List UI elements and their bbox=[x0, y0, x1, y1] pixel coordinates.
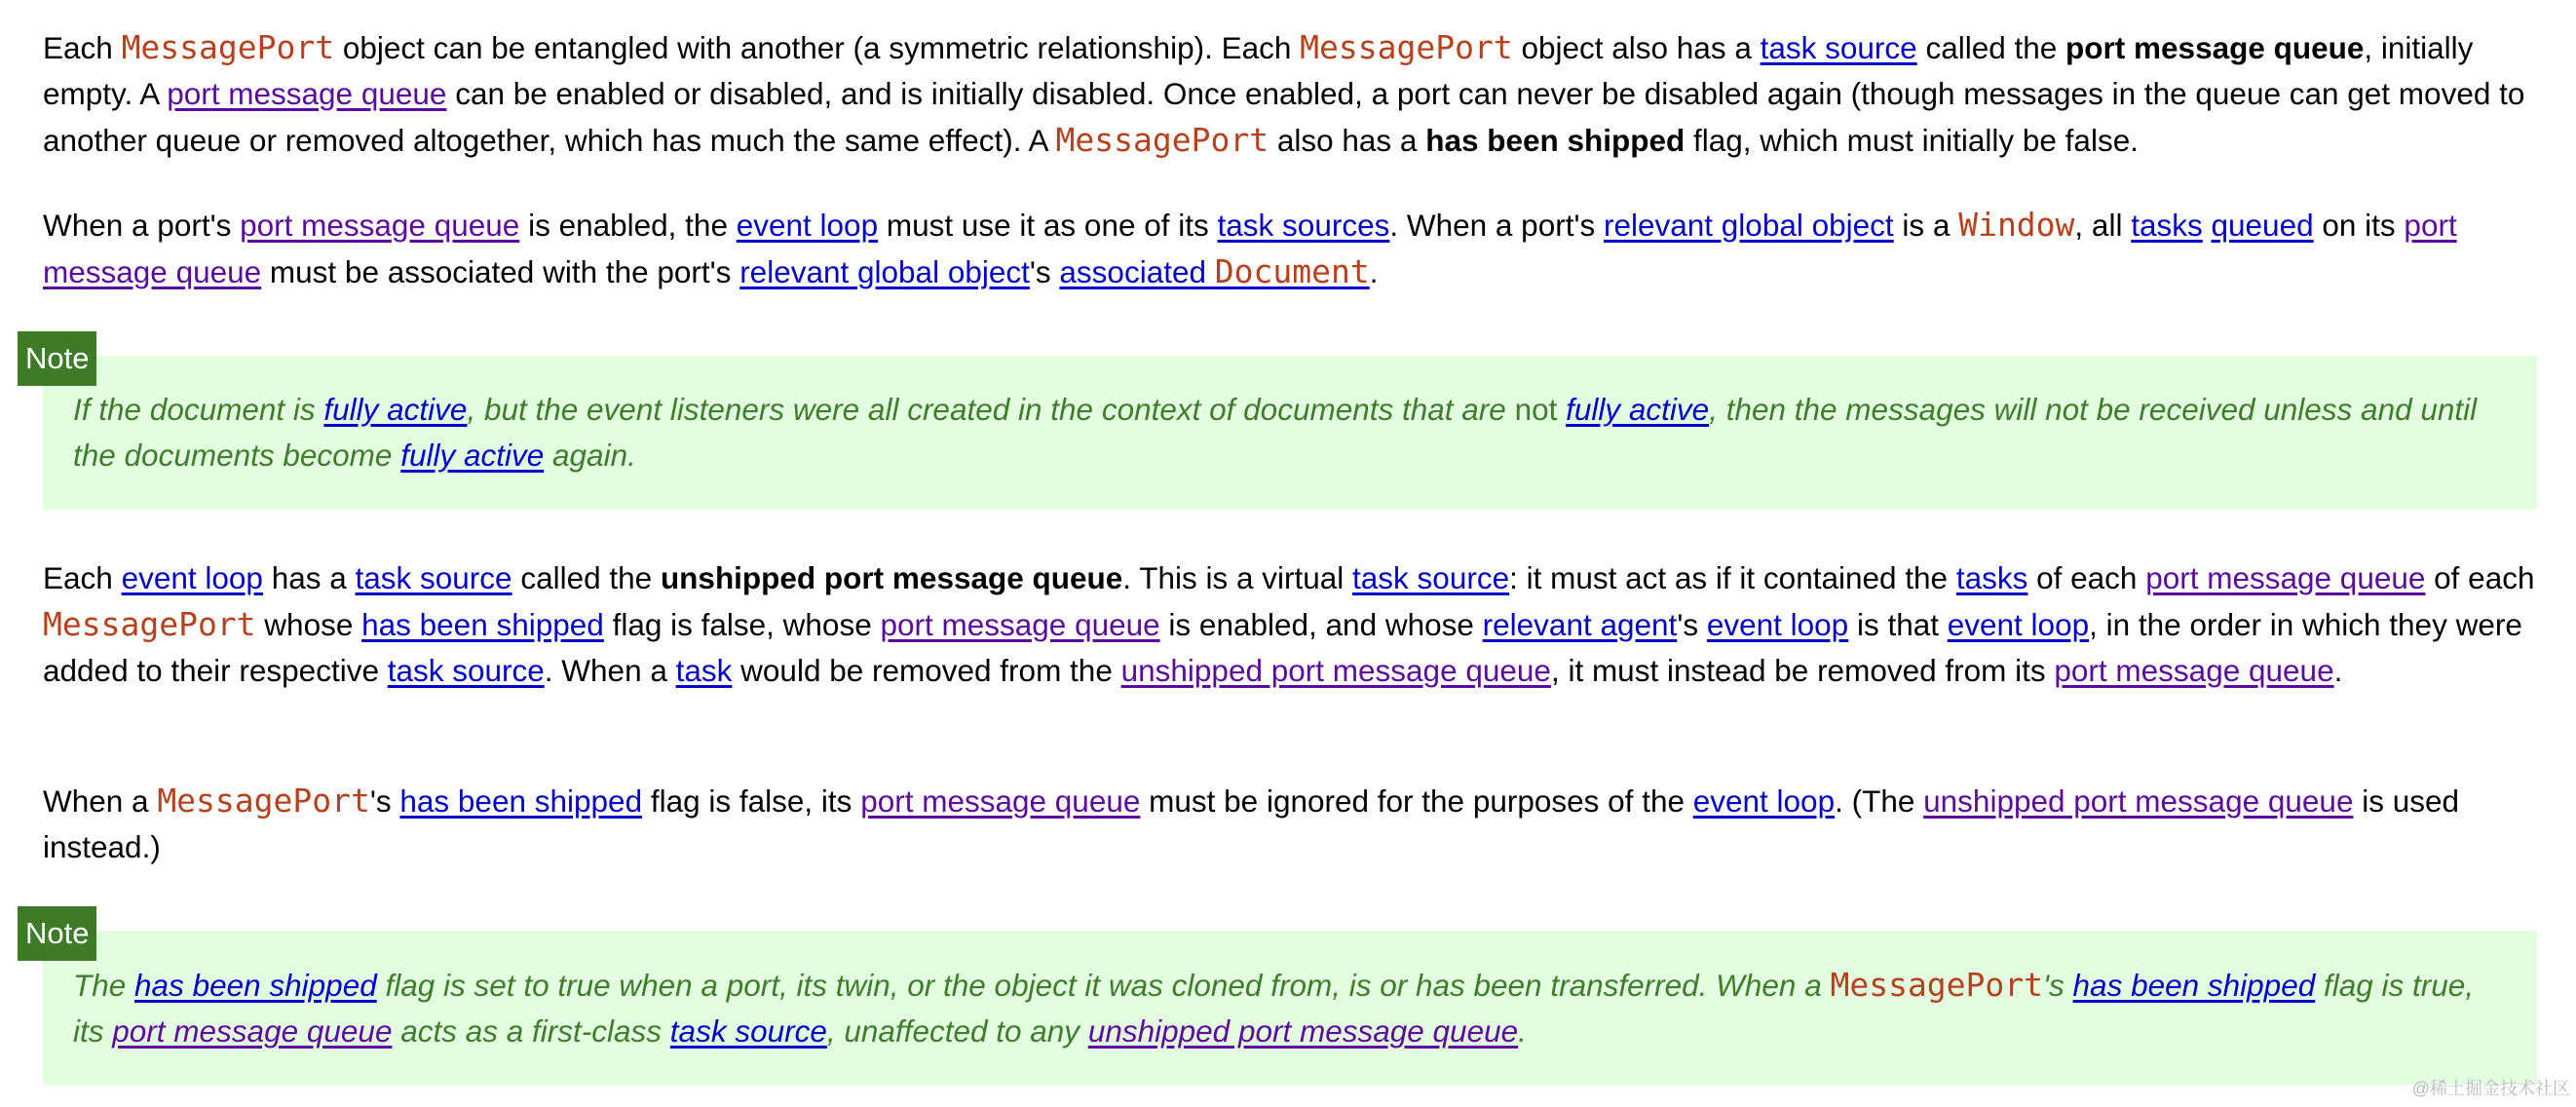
text: The bbox=[73, 968, 135, 1003]
text: , in the order in which they were added to their respective bbox=[43, 607, 2522, 688]
paragraph-port-queue-enabled bbox=[43, 202, 2537, 295]
link-label: associated bbox=[1059, 254, 1215, 289]
text: is that bbox=[1848, 607, 1948, 642]
text: of each bbox=[2425, 560, 2535, 595]
text: is enabled, the bbox=[519, 208, 737, 243]
text: When a port's bbox=[43, 208, 241, 243]
text: flag, which must initially be false. bbox=[1685, 123, 2139, 158]
link-port-message-queue[interactable]: port message queue bbox=[860, 783, 1141, 819]
text: is used instead.) bbox=[43, 783, 2460, 864]
term-port-message-queue: port message queue bbox=[2065, 30, 2365, 65]
link-has-been-shipped[interactable]: has been shipped bbox=[2072, 968, 2316, 1003]
text: . bbox=[1369, 254, 1379, 289]
text: . When a bbox=[544, 653, 676, 688]
code-document: Document bbox=[1214, 252, 1370, 290]
text: is enabled, and whose bbox=[1159, 607, 1483, 642]
link-task-source[interactable]: task source bbox=[1352, 560, 1510, 595]
text: . (The bbox=[1835, 783, 1924, 819]
text: called the bbox=[511, 560, 661, 595]
link-relevant-agent[interactable]: relevant agent bbox=[1482, 607, 1678, 642]
code-messageport: MessagePort bbox=[157, 782, 370, 820]
text: , but the event listeners were all created in the context of documents that are bbox=[467, 392, 1515, 427]
link-task-source[interactable]: task source bbox=[355, 560, 512, 595]
text: of each bbox=[2027, 560, 2146, 595]
link-queued[interactable]: queued bbox=[2211, 208, 2314, 243]
code-messageport: MessagePort bbox=[1300, 28, 1513, 66]
link-unshipped-port-message-queue[interactable]: unshipped port message queue bbox=[1120, 653, 1551, 688]
code-window: Window bbox=[1958, 206, 2075, 244]
text: When a bbox=[43, 783, 158, 819]
link-port-message-queue[interactable]: port message queue bbox=[240, 208, 520, 243]
link-has-been-shipped[interactable]: has been shipped bbox=[399, 783, 643, 819]
link-fully-active[interactable]: fully active bbox=[323, 392, 468, 427]
link-port-message-queue[interactable]: port message queue bbox=[112, 1013, 393, 1049]
link-tasks[interactable]: tasks bbox=[2131, 208, 2203, 243]
link-event-loop[interactable]: event loop bbox=[1947, 607, 2090, 642]
link-port-message-queue[interactable]: port message queue bbox=[167, 76, 447, 111]
text: has a bbox=[262, 560, 356, 595]
text: , initially empty. A bbox=[43, 30, 2474, 111]
link-task[interactable]: task bbox=[675, 653, 733, 688]
text: acts as a first-class bbox=[392, 1013, 670, 1049]
text: whose bbox=[255, 607, 362, 642]
text: would be removed from the bbox=[732, 653, 1121, 688]
link-relevant-global-object[interactable]: relevant global object bbox=[1603, 208, 1894, 243]
text: must be associated with the port's bbox=[261, 254, 740, 289]
link-fully-active[interactable]: fully active bbox=[1566, 392, 1710, 427]
term-has-been-shipped: has been shipped bbox=[1425, 123, 1686, 158]
note-text bbox=[73, 387, 2509, 478]
link-event-loop[interactable]: event loop bbox=[736, 208, 879, 243]
link-event-loop[interactable]: event loop bbox=[121, 560, 263, 595]
text: . bbox=[1518, 1013, 1527, 1049]
text: must be ignored for the purposes of the bbox=[1140, 783, 1693, 819]
text: object can be entangled with another (a symmetric relationship). Each bbox=[334, 30, 1301, 65]
link-port-message-queue[interactable]: port message queue bbox=[2054, 653, 2334, 688]
text: can be enabled or disabled, and is initially disabled. Once enabled, a port can never be disabled again (though messages in the queue can get moved to another queue or removed altogether, which has much the same effect). A bbox=[43, 76, 2525, 158]
link-unshipped-port-message-queue[interactable]: unshipped port message queue bbox=[1087, 1013, 1519, 1049]
text: flag is true, its bbox=[73, 968, 2475, 1049]
link-task-source[interactable]: task source bbox=[1760, 30, 1917, 65]
link-fully-active[interactable]: fully active bbox=[400, 438, 545, 473]
link-has-been-shipped[interactable]: has been shipped bbox=[134, 968, 377, 1003]
code-messageport: MessagePort bbox=[1830, 966, 2044, 1004]
text: 's bbox=[369, 783, 400, 819]
code-messageport: MessagePort bbox=[1055, 121, 1269, 159]
link-unshipped-port-message-queue[interactable]: unshipped port message queue bbox=[1923, 783, 2354, 819]
link-tasks[interactable]: tasks bbox=[1955, 560, 2028, 595]
text: . When a port's bbox=[1389, 208, 1604, 243]
link-associated-document[interactable] bbox=[1059, 254, 1369, 289]
text: , unaffected to any bbox=[826, 1013, 1088, 1049]
text: flag is false, its bbox=[642, 783, 861, 819]
paragraph-has-been-shipped-false bbox=[43, 778, 2537, 870]
paragraph-message-port-entanglement bbox=[43, 24, 2537, 164]
text: 's bbox=[2043, 968, 2073, 1003]
text: Each bbox=[43, 560, 122, 595]
text: , then the messages will not be received unless and until the documents become bbox=[73, 392, 2478, 473]
note-text bbox=[73, 962, 2509, 1054]
text: : it must act as if it contained the bbox=[1509, 560, 1956, 595]
link-has-been-shipped[interactable]: has been shipped bbox=[361, 607, 604, 642]
code-messageport: MessagePort bbox=[121, 28, 335, 66]
text: again. bbox=[544, 438, 636, 473]
text: not bbox=[1514, 392, 1558, 427]
link-task-source[interactable]: task source bbox=[669, 1013, 827, 1049]
text: is a bbox=[1893, 208, 1959, 243]
text bbox=[2203, 208, 2212, 243]
link-port-message-queue[interactable]: port message queue bbox=[43, 208, 2457, 289]
note-label: Note bbox=[18, 906, 96, 961]
link-relevant-global-object[interactable]: relevant global object bbox=[739, 254, 1030, 289]
text: flag is false, whose bbox=[603, 607, 881, 642]
watermark: @稀土掘金技术社区 bbox=[2411, 1079, 2570, 1098]
code-messageport: MessagePort bbox=[43, 605, 256, 643]
link-event-loop[interactable]: event loop bbox=[1692, 783, 1836, 819]
text: , it must instead be removed from its bbox=[1550, 653, 2055, 688]
text bbox=[1557, 392, 1566, 427]
term-unshipped-port-message-queue: unshipped port message queue bbox=[660, 560, 1123, 595]
text: 's bbox=[1677, 607, 1707, 642]
paragraph-unshipped-port-message-queue bbox=[43, 555, 2537, 694]
text: also has a bbox=[1269, 123, 1426, 158]
text: must use it as one of its bbox=[878, 208, 1218, 243]
link-task-source[interactable]: task source bbox=[387, 653, 545, 688]
text: on its bbox=[2313, 208, 2405, 243]
text: flag is set to true when a port, its twin, or the object it was cloned from, is or has been transferred. When a bbox=[376, 968, 1831, 1003]
text: 's bbox=[1029, 254, 1060, 289]
text: If the document is bbox=[73, 392, 324, 427]
text: called the bbox=[1916, 30, 2066, 65]
link-port-message-queue[interactable]: port message queue bbox=[2145, 560, 2426, 595]
link-port-message-queue[interactable]: port message queue bbox=[880, 607, 1160, 642]
text: , all bbox=[2074, 208, 2132, 243]
text: . bbox=[2333, 653, 2343, 688]
note-box-has-been-shipped bbox=[43, 931, 2537, 1085]
note-box-fully-active bbox=[43, 356, 2537, 510]
link-task-sources[interactable]: task sources bbox=[1217, 208, 1390, 243]
note-label: Note bbox=[18, 331, 96, 386]
text: . This is a virtual bbox=[1122, 560, 1353, 595]
text: Each bbox=[43, 30, 122, 65]
link-event-loop[interactable]: event loop bbox=[1706, 607, 1849, 642]
text: object also has a bbox=[1512, 30, 1761, 65]
